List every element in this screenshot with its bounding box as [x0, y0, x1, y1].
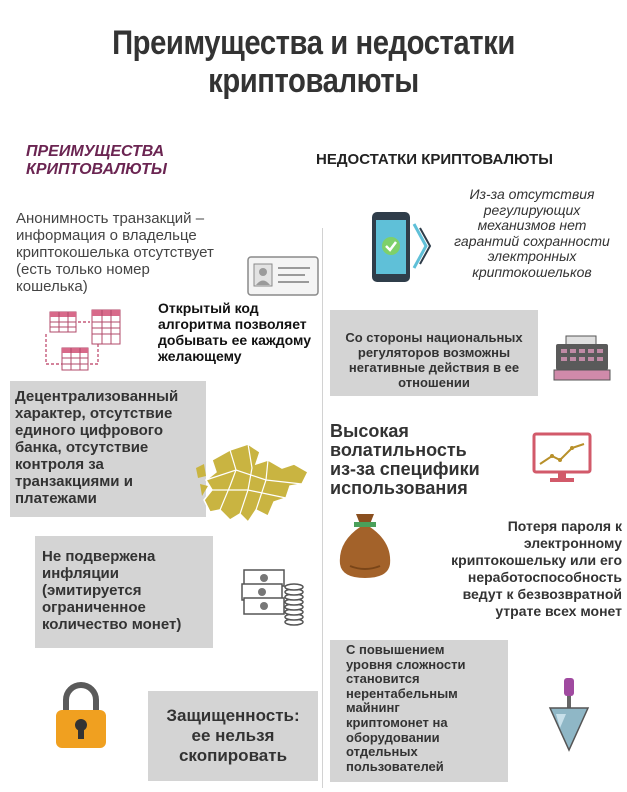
mining-line: С повышением: [346, 642, 445, 657]
no-guarantee-line: Из-за отсутствия: [469, 186, 595, 202]
password-line: неработоспособность: [467, 569, 622, 585]
anonymity-line: кошелька): [16, 278, 88, 295]
trowel-icon: [546, 676, 592, 752]
password-line: Потеря пароля к: [507, 518, 622, 534]
mining-line: пользователей: [346, 758, 444, 774]
inflation-line: инфляции: [42, 565, 119, 582]
volatility-line: из-за специфики: [330, 459, 480, 479]
mining-line: уровня сложности: [346, 656, 466, 672]
mining-line: криптомонет на: [346, 714, 448, 730]
cons-heading: НЕДОСТАТКИ КРИПТОВАЛЮТЫ: [316, 151, 553, 168]
open-code-line: алгоритма позволяет: [158, 316, 307, 332]
padlock-icon: [52, 680, 110, 750]
security-text: [148, 706, 318, 766]
open-code-text: [158, 300, 328, 364]
open-code-line: желающему: [158, 348, 242, 364]
mining-text: [346, 643, 506, 774]
no-guarantee-line: регулирующих: [483, 201, 581, 218]
volatility-text: [330, 422, 530, 498]
no-guarantee-line: электронных: [487, 248, 577, 264]
chart-monitor-icon: [532, 432, 592, 484]
decentralized-line: Децентрализованный: [15, 388, 179, 405]
security-line: скопировать: [178, 746, 288, 765]
decentralized-text: [15, 388, 215, 507]
password-line: утрате всех монет: [495, 603, 622, 619]
anonymity-line: (есть только номер: [16, 261, 150, 278]
no-guarantee-line: криптокошельков: [472, 263, 592, 280]
pros-heading-line1: ПРЕИМУЩЕСТВА: [26, 143, 165, 160]
password-line: ведут к безвозвратной: [462, 586, 622, 602]
anonymity-line: информация о владельце: [16, 227, 197, 244]
password-line: электронному: [523, 535, 622, 551]
security-line: ее нельзя: [191, 726, 275, 745]
regulators-line: негативные действия в ее: [348, 360, 520, 375]
volatility-line: волатильность: [330, 440, 467, 460]
decentralized-line: банка, отсутствие: [15, 439, 149, 456]
decentralized-line: платежами: [15, 490, 97, 507]
volatility-line: Высокая: [330, 421, 409, 441]
cash-register-icon: [552, 334, 614, 384]
inflation-line: Не подвержена: [42, 548, 156, 565]
inflation-line: (эмитируется: [42, 582, 142, 599]
page-title-line1: Преимущества и недостатки: [112, 24, 515, 62]
anonymity-line: криптокошелька отсутствует: [16, 244, 214, 261]
security-line: Защищенность:: [166, 706, 300, 725]
decentralized-line: контроля за: [15, 456, 104, 473]
spreadsheet-network-icon: [40, 304, 126, 374]
money-bag-icon: [334, 510, 396, 580]
anonymity-line: Анонимность транзакций –: [16, 210, 205, 227]
pros-heading: [26, 143, 206, 179]
mining-line: отдельных: [346, 744, 418, 760]
smartphone-check-icon: [368, 210, 434, 286]
regulators-line: регуляторов возможны: [357, 345, 511, 360]
no-guarantee-line: механизмов нет: [477, 217, 587, 233]
password-line: криптокошельку или его: [451, 552, 622, 568]
mining-line: нерентабельным: [346, 685, 458, 701]
volatility-line: использования: [330, 478, 468, 498]
id-card-icon: [247, 255, 319, 297]
mining-line: оборудовании: [346, 729, 440, 745]
pros-heading-line2: КРИПТОВАЛЮТЫ: [26, 161, 167, 178]
decentralized-line: транзакциями и: [15, 473, 133, 490]
anonymity-text: [16, 210, 266, 295]
inflation-line: количество монет): [42, 616, 182, 633]
open-code-line: Открытый код: [158, 300, 259, 316]
regulators-line: Со стороны национальных: [345, 330, 523, 345]
regulators-text: [330, 330, 538, 390]
decentralized-line: характер, отсутствие: [15, 405, 173, 422]
no-guarantee-line: гарантий сохранности: [454, 232, 610, 249]
inflation-line: ограниченное: [42, 599, 146, 616]
mining-line: майнинг: [346, 700, 400, 716]
decentralized-line: единого цифрового: [15, 422, 163, 439]
regulators-line: отношении: [398, 375, 470, 390]
page-title-line2: криптовалюты: [208, 62, 419, 100]
europe-map-icon: [190, 440, 320, 530]
money-stack-icon: [238, 562, 306, 630]
mining-line: становится: [346, 671, 420, 687]
password-text: [404, 518, 622, 620]
no-guarantee-text: [440, 187, 624, 280]
open-code-line: добывать ее каждому: [158, 332, 311, 348]
inflation-text: [42, 548, 222, 633]
